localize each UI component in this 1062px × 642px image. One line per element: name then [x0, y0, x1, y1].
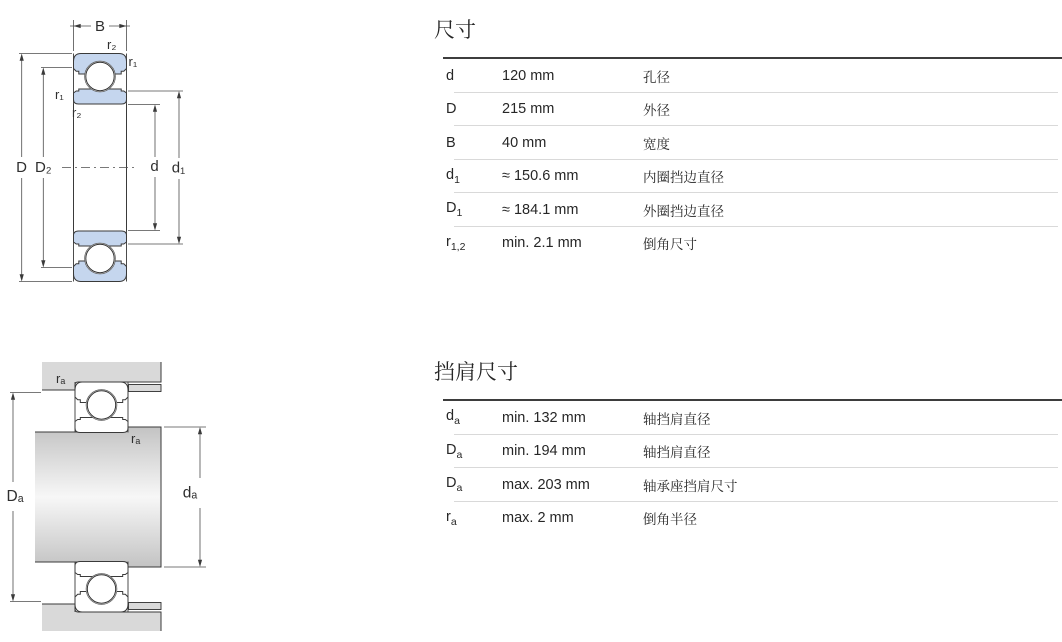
- cell-value: min. 132 mm: [502, 409, 586, 426]
- table-row: [443, 59, 1062, 93]
- dim-label-D2: D₂: [34, 159, 52, 176]
- shaft: [35, 427, 161, 567]
- cell-value: max. 2 mm: [502, 510, 574, 527]
- dim-label-d: d: [150, 158, 159, 175]
- cell-symbol: $D_a$: [446, 475, 463, 495]
- dim-label-d1: d₁: [171, 159, 186, 177]
- dimension-da: [164, 427, 206, 567]
- cell-value: min. 194 mm: [502, 443, 586, 460]
- dim-label-r1-left: r₁: [55, 87, 64, 102]
- cell-description: 轴挡肩直径: [643, 445, 711, 461]
- cell-description: 轴挡肩直径: [643, 411, 711, 427]
- cell-value: max. 203 mm: [502, 476, 590, 493]
- cell-symbol: $r_a$: [446, 508, 457, 528]
- cell-value: ≈ 184.1 mm: [502, 201, 579, 218]
- dim-label-D: D: [16, 159, 27, 176]
- dim-label-ra-housing: rₐ: [56, 371, 66, 386]
- table-row: [443, 502, 1062, 536]
- table-row: [443, 468, 1062, 502]
- bearing-cross-section-diagram: [0, 0, 210, 310]
- mounting-abutment-diagram: [0, 350, 210, 642]
- dimensions-table: [443, 57, 1062, 260]
- table-row: [443, 126, 1062, 160]
- table-row: [443, 435, 1062, 469]
- cell-symbol: $D_1$: [446, 200, 463, 220]
- cell-description: 外圈挡边直径: [643, 203, 724, 219]
- cell-description: 宽度: [643, 136, 670, 152]
- table-row: [443, 227, 1062, 261]
- section-title: 尺寸: [434, 19, 476, 42]
- table-row: [443, 401, 1062, 435]
- dim-label-r2-top: r₂: [107, 37, 117, 52]
- dim-label-da: dₐ: [182, 484, 198, 502]
- cell-description: 孔径: [643, 69, 670, 85]
- dim-label-ra-shaft: rₐ: [131, 431, 141, 446]
- cell-symbol: $D_a$: [446, 441, 463, 461]
- table-row: [443, 160, 1062, 194]
- abutment-section: [434, 359, 1062, 535]
- bearing-section-top: [74, 54, 127, 105]
- cell-symbol: d: [446, 67, 455, 84]
- cell-symbol: $d_1$: [446, 166, 460, 186]
- table-row: [443, 193, 1062, 227]
- cell-value: 120 mm: [502, 67, 555, 84]
- dim-label-B: B: [94, 18, 106, 35]
- cell-description: 倒角半径: [643, 512, 697, 528]
- cell-description: 外径: [643, 103, 670, 119]
- housing-shoulder-strip-bottom: [129, 603, 162, 610]
- cell-value: ≈ 150.6 mm: [502, 168, 579, 185]
- cell-description: 轴承座挡肩尺寸: [643, 478, 738, 494]
- cell-symbol: B: [446, 134, 456, 151]
- dim-label-r2-bottom: r₂: [72, 105, 82, 120]
- cell-value: min. 2.1 mm: [502, 235, 582, 252]
- cell-symbol: $r_{1,2}$: [446, 233, 466, 253]
- dimensions-section: [434, 17, 1062, 260]
- housing-shoulder-strip-top: [129, 385, 162, 392]
- bearing-section-bottom: [74, 231, 127, 282]
- dim-label-Da: Dₐ: [6, 488, 24, 505]
- section-title: 挡肩尺寸: [434, 361, 518, 384]
- cell-value: 215 mm: [502, 101, 555, 118]
- dim-label-r1-right: r₁: [128, 54, 138, 69]
- bearing-section-bottom: [75, 562, 128, 613]
- bearing-section-top: [75, 382, 128, 433]
- cell-description: 倒角尺寸: [643, 237, 697, 253]
- cell-description: 内圈挡边直径: [643, 170, 724, 186]
- cell-symbol: D: [446, 101, 457, 118]
- cell-symbol: $d_a$: [446, 408, 460, 428]
- cell-value: 40 mm: [502, 134, 547, 151]
- dimension-B: [70, 18, 130, 51]
- table-row: [443, 93, 1062, 127]
- abutment-table: [443, 399, 1062, 535]
